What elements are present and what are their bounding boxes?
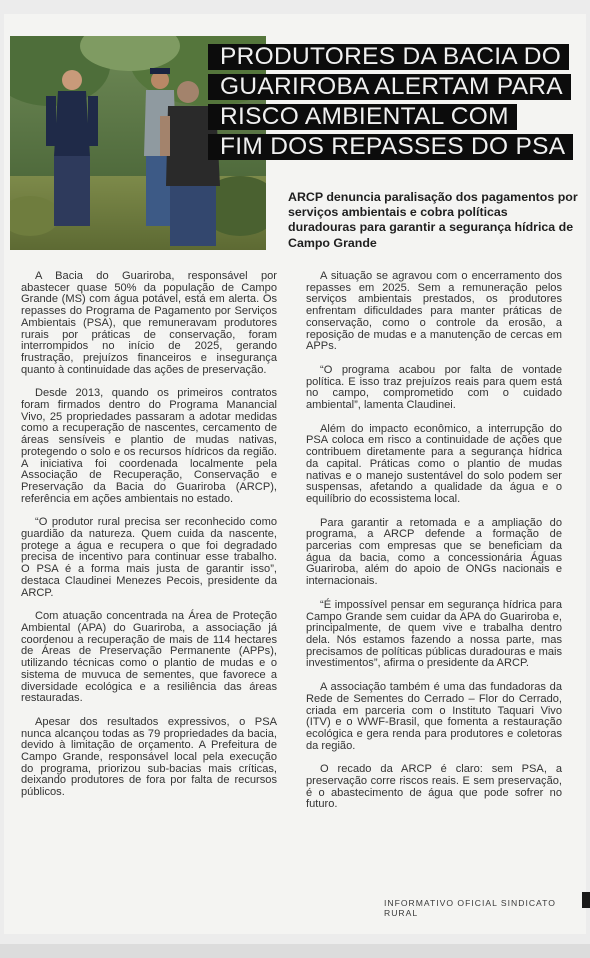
paragraph: A associação também é uma das fundadoras da Rede de Sementes do Cerrado – Flor do Cerrado, criada em parceria com o Instituto Taquari Vivo (ITV) e o WWF-Brasil, que fomenta a restauração ecológica e gera renda para produtores e coletoras da região.	[306, 681, 562, 752]
left-column	[21, 271, 277, 811]
headline	[208, 44, 588, 164]
headline-line: FIM DOS REPASSES DO PSA	[208, 134, 573, 160]
subheadline: ARCP denuncia paralisação dos pagamentos por serviços ambientais e cobra políticas duradouras para garantir a segurança hídrica de Campo Grande	[288, 190, 578, 250]
headline-line: PRODUTORES DA BACIA DO	[208, 44, 569, 70]
quote-paragraph: “O programa acabou por falta de vontade política. E isso traz prejuízos reais para quem está no campo, comprometido com o cuidado ambiental”, lamenta Claudinei.	[306, 363, 562, 412]
paragraph: Apesar dos resultados expressivos, o PSA nunca alcançou todas as 79 propriedades da bacia, devido à limitação de orçamento. A Prefeitura de Campo Grande, responsável local pela execução do programa, priorizou sub-bacias mais críticas, deixando produtores de fora por falta de recursos públicos.	[21, 715, 277, 799]
footer-publication-name: INFORMATIVO OFICIAL SINDICATO RURAL	[384, 898, 556, 918]
paragraph: Desde 2013, quando os primeiros contratos foram firmados dentro do Programa Manancial Vivo, 25 propriedades passaram a adotar medidas como a recuperação de nascentes, cercamento de áreas sensíveis e plantio de mudas nativas, protegendo o solo e os recursos hídricos da região. A iniciativa foi coordenada localmente pela Associação de Recuperação, Conservação e Preservação da Bacia do Guariroba (ARCP), referência em ações ambientais no estado.	[21, 387, 277, 505]
paragraph: A Bacia do Guariroba, responsável por abastecer quase 50% da população de Campo Grande (MS) com água potável, está em alerta. Os repasses do Programa de Pagamento por Serviços Ambientais (PSA), que remuneravam produtores rurais por práticas de conservação, foram interrompidos no início de 2025, gerando frustração, prejuízos financeiros e insegurança quanto à continuidade das ações de preservação.	[21, 270, 277, 376]
quote-paragraph: “É impossível pensar em segurança hídrica para Campo Grande sem cuidar da APA do Guariroba e, principalmente, de quem vive e trabalha dentro dela. Nós estamos fazendo a nossa parte, mas precisamos de políticas públicas duradouras e mais investimentos”, afirma o presidente da ARCP.	[306, 598, 562, 670]
paragraph: Além do impacto econômico, a interrupção do PSA coloca em risco a continuidade de ações que contribuem diretamente para a segurança hídrica da capital. Práticas como o plantio de mudas nativas e o manejo sustentável do solo podem ser suspensas, afetando a qualidade da água e o equilíbrio do ecossistema local.	[306, 422, 562, 505]
bottom-margin	[0, 944, 590, 958]
paragraph: A situação se agravou com o encerramento dos repasses em 2025. Sem a remuneração pelos serviços ambientais prestados, os produtores enfrentam dificuldades para manter práticas de conservação, como o controle da erosão, a reposição de mudas e a manutenção de cercas em APPs.	[306, 270, 562, 353]
right-column	[306, 271, 562, 823]
headline-line: GUARIROBA ALERTAM PARA	[208, 74, 571, 100]
paragraph: Para garantir a retomada e a ampliação do programa, a ARCP defende a formação de parcerias com empresas que se beneficiam da água da bacia, como a concessionária Águas Guariroba, além do apoio de ONGs nacionais e internacionais.	[306, 516, 562, 588]
page-tab-marker	[582, 892, 590, 908]
paragraph: Com atuação concentrada na Área de Proteção Ambiental (APA) do Guariroba, a associação já coordenou a recuperação de mais de 114 hectares de Áreas de Preservação Permanente (APPs), utilizando técnicas como o plantio de mudas e o sistema de muvuca de sementes, que favorece a diversidade ecológica e a resiliência das áreas restauradas.	[21, 610, 277, 705]
headline-line: RISCO AMBIENTAL COM	[208, 104, 517, 130]
paragraph: O recado da ARCP é claro: sem PSA, a preservação corre riscos reais. E sem preservação, é o abastecimento de água que pode sofrer no futuro.	[306, 763, 562, 811]
quote-paragraph: “O produtor rural precisa ser reconhecido como guardião da natureza. Quem cuida da nascente, protege a água e recupera o que foi degradado precisa de incentivo para continuar esse trabalho. O PSA é a forma mais justa de garantir isso”, destaca Claudinei Menezes Pecois, presidente da ARCP.	[21, 516, 277, 599]
